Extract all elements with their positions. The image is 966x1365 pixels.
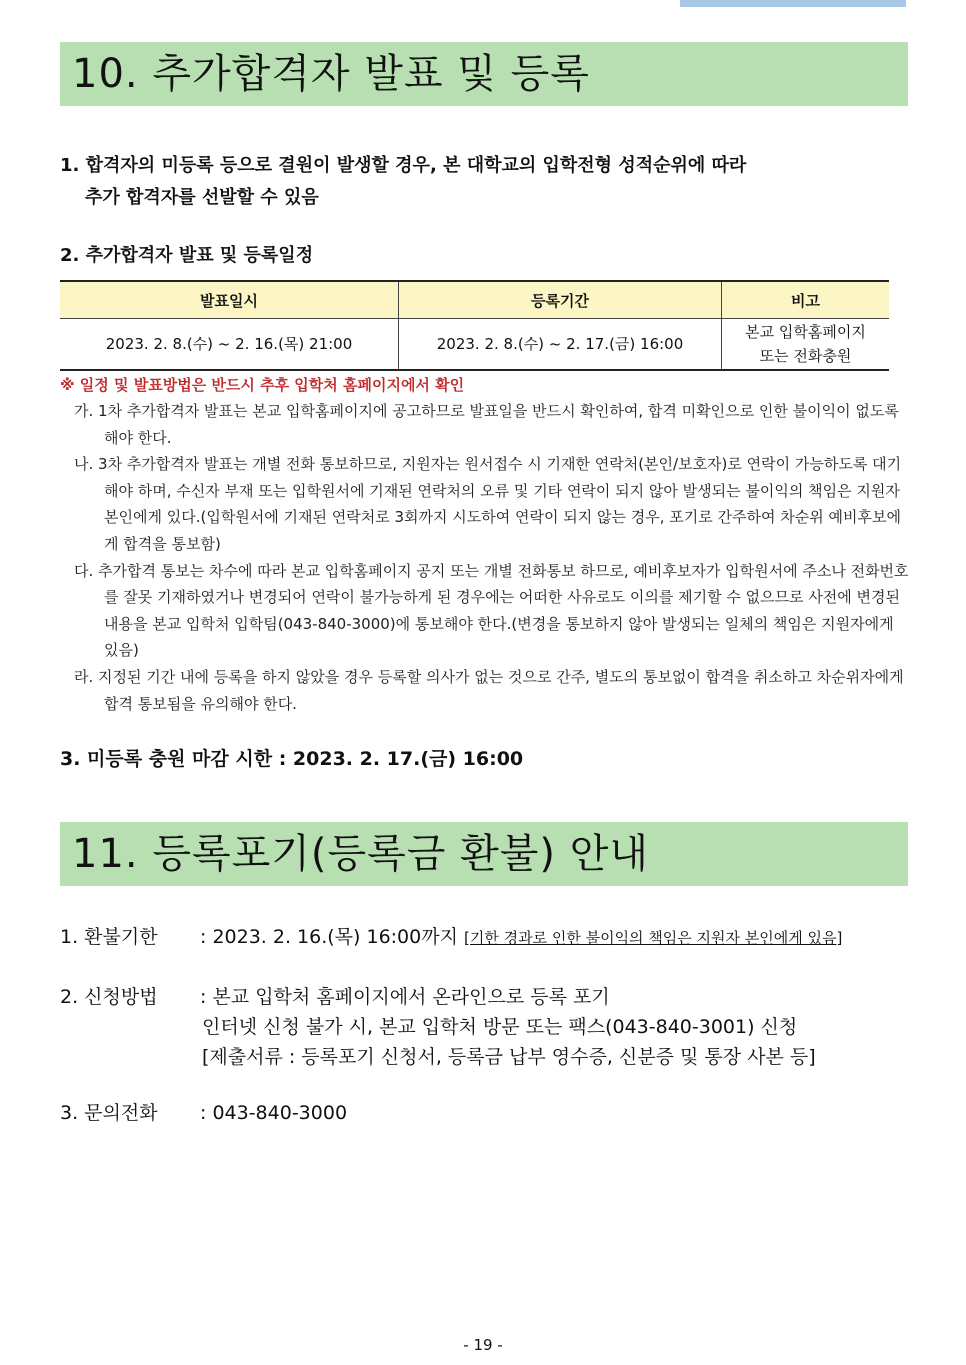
apply-method <box>60 982 910 1072</box>
header-tab <box>680 0 906 7</box>
item-2-heading: 2. 추가합격자 발표 및 등록일정 <box>60 245 314 266</box>
table-cell-note <box>722 319 890 371</box>
table-cell-announce: 2023. 2. 8.(수) ~ 2. 16.(목) 21:00 <box>60 319 399 371</box>
contact <box>60 1098 910 1128</box>
refund-value: : 2023. 2. 16.(목) 16:00까지 <box>200 926 458 948</box>
contact-value: : 043-840-3000 <box>200 1102 348 1124</box>
note-ga: 가. 1차 추가합격자 발표는 본교 입학홈페이지에 공고하므로 발표일을 반드시 확인하여, 합격 미확인으로 인한 불이익이 없도록 해야 한다. <box>74 402 899 447</box>
contact-label: 3. 문의전화 <box>60 1102 158 1124</box>
table-cell-register: 2023. 2. 8.(수) ~ 2. 17.(금) 16:00 <box>399 319 722 371</box>
refund-label: 1. 환불기한 <box>60 926 158 948</box>
table-header-row <box>60 281 889 319</box>
refund-deadline <box>60 922 910 953</box>
table-cell-note-line1: 본교 입학홈페이지 <box>745 323 866 341</box>
table-header-announce: 발표일시 <box>60 281 399 319</box>
refund-note: [기한 경과로 인한 불이익의 책임은 지원자 본인에게 있음] <box>464 929 843 947</box>
table-cell-note-line2: 또는 전화충원 <box>759 347 852 365</box>
item-1-line1: 1. 합격자의 미등록 등으로 결원이 발생할 경우, 본 대학교의 입학전형 성적순위에 따라 <box>60 155 747 176</box>
method-label: 2. 신청방법 <box>60 986 158 1008</box>
method-line-1: : 본교 입학처 홈페이지에서 온라인으로 등록 포기 <box>200 986 610 1008</box>
section-11-title: 11. 등록포기(등록금 환불) 안내 <box>60 822 908 886</box>
page-number: - 19 - <box>463 1336 503 1354</box>
table-header-register: 등록기간 <box>399 281 722 319</box>
note-ra: 라. 지정된 기간 내에 등록을 하지 않았을 경우 등록할 의사가 없는 것으로 간주, 별도의 통보없이 합격을 취소하고 차순위자에게 합격 통보됨을 유의해야 한다. <box>74 667 904 713</box>
section-10-title: 10. 추가합격자 발표 및 등록 <box>60 42 908 106</box>
warning-text: ※ 일정 및 발표방법은 반드시 추후 입학처 홈페이지에서 확인 <box>60 376 465 394</box>
item-1-line2: 추가 합격자를 선발할 수 있음 <box>85 187 319 208</box>
deadline-text: 3. 미등록 충원 마감 시한 : 2023. 2. 17.(금) 16:00 <box>60 748 524 770</box>
table-row <box>60 319 889 371</box>
table-header-note: 비고 <box>722 281 890 319</box>
schedule-table <box>60 280 889 371</box>
note-da: 다. 추가합격 통보는 차수에 따라 본교 입학홈페이지 공지 또는 개별 전화통보 하므로, 예비후보자가 입학원서에 주소나 전화번호를 잘못 기재하였거나 변경되어 연락이 불가능하게 된 경우에는 어떠한 사유로도 이의를 제기할 수 없으므로 사전에 변경된 내용을 본교 입학처 입학팀(043-840-3000)에 통보해야 한다.(변경을 통보하지 않아 발생되는 일체의 책임은 지원자에게 있음) <box>74 561 909 660</box>
note-na: 나. 3차 추가합격자 발표는 개별 전화 통보하므로, 지원자는 원서접수 시 기재한 연락처(본인/보호자)로 연락이 가능하도록 대기해야 하며, 수신자 부재 또는 입학원서에 기재된 연락처의 오류 및 기타 연락이 되지 않아 발생되는 불이익의 책임은 지원자 본인에게 있다.(입학원서에 기재된 연락처로 3회까지 시도하여 연락이 되지 않는 경우, 포기로 간주하여 차순위 예비후보에게 합격을 통보함) <box>74 455 902 553</box>
method-line-2: 인터넷 신청 불가 시, 본교 입학처 방문 또는 팩스(043-840-3001) 신청 <box>202 1016 798 1038</box>
method-line-3: [제출서류 : 등록포기 신청서, 등록금 납부 영수증, 신분증 및 통장 사본 등] <box>202 1046 816 1068</box>
notes-list <box>74 398 910 717</box>
item-1 <box>60 150 910 214</box>
